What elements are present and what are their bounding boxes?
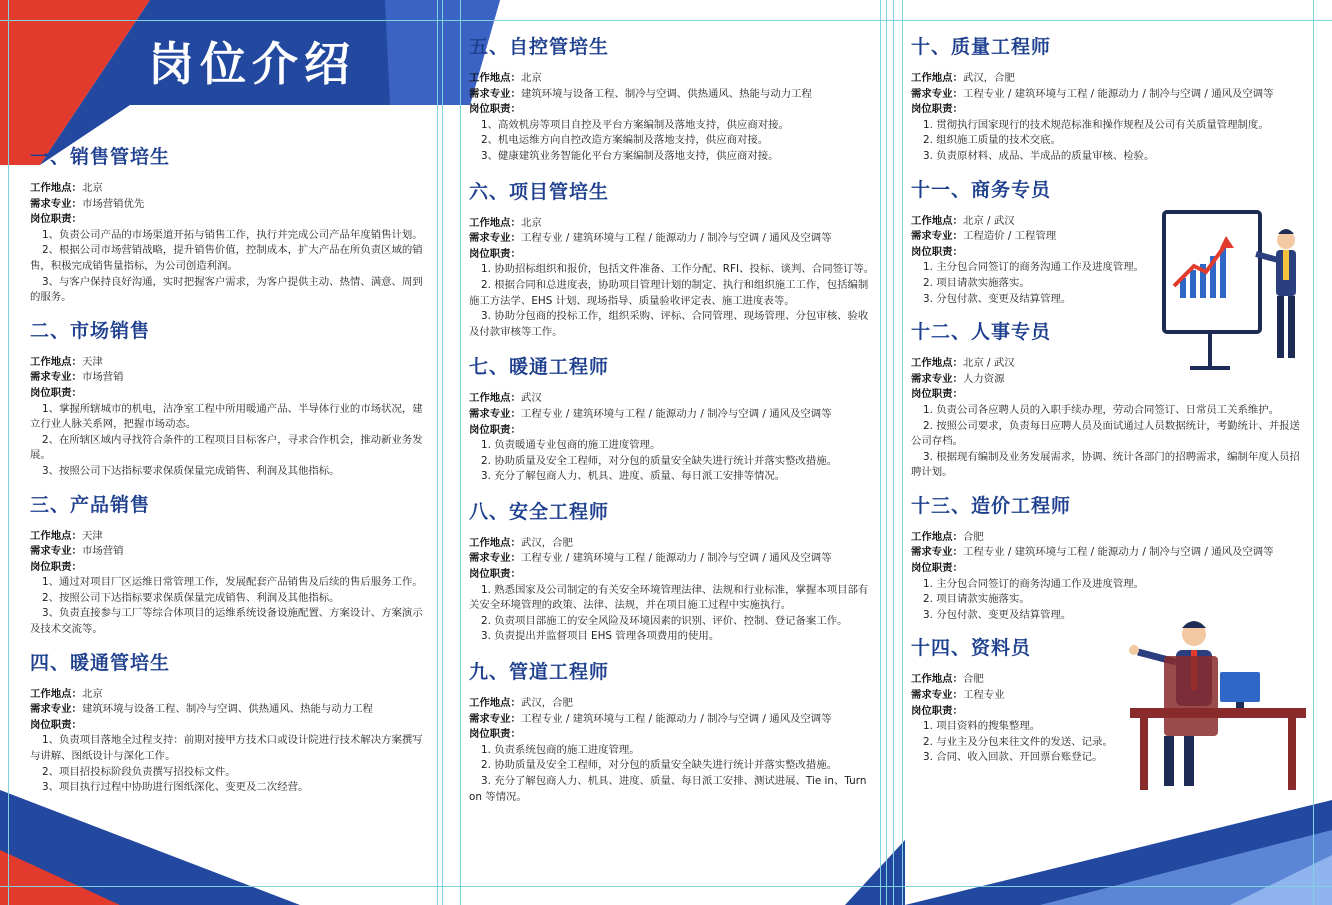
location-label: 工作地点：: [911, 357, 963, 370]
duty-item: 1. 协助招标组织和报价，包括文件准备、工作分配、RFI、投标、谈判、合同签订等。: [481, 263, 875, 276]
duty-label: 岗位职责：: [30, 560, 82, 573]
major-value: 工程专业 / 建筑环境与工程 / 能源动力 / 制冷与空调 / 通风及空调等: [520, 552, 832, 565]
duty-item: 1、掌握所辖城市的机电，洁净室工程中所用暖通产品、半导体行业的市场状况，建立行业人脉关系网，把握市场动态。: [30, 402, 423, 431]
location-label: 工作地点：: [911, 72, 963, 84]
duty-item: 2. 组织施工质量的技术交底。: [923, 134, 1061, 147]
major-label: 需求专业：: [469, 87, 521, 100]
duty-item: 2、项目招投标阶段负责撰写招投标文件。: [42, 765, 236, 778]
major-value: 工程专业 / 建筑环境与工程 / 能源动力 / 制冷与空调 / 通风及空调等: [962, 87, 1274, 100]
duty-item: 1. 负责公司各应聘人员的入职手续办理，劳动合同签订、日常员工关系维护。: [923, 403, 1280, 416]
corner-blue-mid: [845, 840, 905, 905]
location-value: 北京: [81, 687, 103, 700]
major-value: 建筑环境与设备工程、制冷与空调、供热通风、热能与动力工程: [81, 703, 373, 716]
job-title: 九、管道工程师: [469, 661, 610, 684]
guide-line: [1313, 0, 1314, 905]
duty-item: 1、通过对项目厂区运维日常管理工作，发展配套产品销售及后续的售后服务工作。: [42, 576, 423, 589]
major-label: 需求专业：: [911, 87, 963, 100]
location-value: 北京: [520, 216, 542, 229]
duty-item: 2. 负责项目部施工的安全风险及环境因素的识别、评价、控制、登记备案工作。: [481, 614, 848, 627]
duty-item: 3. 充分了解包商人力、机具、进度、质量、每日派工安排、测试进展、Tie in、Turn on 等情况。: [469, 775, 867, 803]
duty-label: 岗位职责：: [469, 728, 521, 741]
job-section: [469, 657, 875, 805]
guide-line: [437, 0, 438, 905]
guide-line: [460, 0, 461, 905]
guide-line-horizontal: [0, 886, 1332, 887]
job-title: 二、市场销售: [30, 319, 151, 342]
duty-item: 2. 与业主及分包来往文件的发送、记录。: [923, 735, 1113, 748]
job-section: [469, 32, 875, 165]
location-label: 工作地点：: [469, 392, 521, 405]
duty-item: 3、按照公司下达指标要求保质保量完成销售、利润及其他指标。: [42, 464, 340, 477]
job-section: [30, 648, 432, 796]
duty-item: 2. 项目请款实施落实。: [923, 593, 1030, 606]
major-label: 需求专业：: [30, 545, 82, 558]
major-value: 市场营销优先: [81, 197, 145, 210]
major-label: 需求专业：: [30, 197, 82, 210]
location-label: 工作地点：: [911, 530, 963, 543]
duty-label: 岗位职责：: [911, 388, 963, 401]
job-section: [469, 177, 875, 341]
duty-item: 3. 充分了解包商人力、机具、进度、质量、每日派工安排等情况。: [481, 470, 786, 483]
job-title: 五、自控管培生: [469, 36, 610, 58]
location-label: 工作地点：: [30, 355, 82, 368]
major-value: 市场营销: [81, 371, 124, 384]
job-section: [911, 175, 1161, 308]
location-value: 合肥: [962, 673, 984, 686]
column-right: [911, 32, 1307, 774]
duty-item: 3、健康建筑业务智能化平台方案编制及落地支持，供应商对接。: [481, 149, 779, 162]
job-section: [30, 142, 432, 306]
duty-item: 3. 负责原材料、成品、半成品的质量审核、检验。: [923, 149, 1155, 162]
major-label: 需求专业：: [30, 371, 82, 384]
job-section: [30, 316, 432, 480]
location-value: 北京: [520, 72, 542, 84]
duty-item: 1. 项目资料的搜集整理。: [923, 720, 1041, 733]
major-value: 工程造价 / 工程管理: [962, 230, 1057, 243]
job-title: 十四、资料员: [911, 637, 1032, 660]
guide-line: [880, 0, 881, 905]
duty-label: 岗位职责：: [30, 213, 82, 226]
major-label: 需求专业：: [469, 232, 521, 245]
major-label: 需求专业：: [911, 546, 963, 559]
duty-item: 2、机电运维方向自控改造方案编制及落地支持，供应商对接。: [481, 134, 769, 147]
guide-line: [886, 0, 887, 905]
job-section: [911, 491, 1307, 624]
duty-item: 3. 协助分包商的投标工作，组织采购、评标、合同管理、现场管理、分包审核、验收及付款审核等工作。: [469, 310, 869, 338]
guide-line-horizontal: [0, 20, 1332, 21]
duty-label: 岗位职责：: [469, 103, 521, 116]
duty-item: 3、项目执行过程中协助进行图纸深化、变更及二次经营。: [42, 781, 309, 794]
job-title: 三、产品销售: [30, 493, 151, 516]
duty-item: 2、根据公司市场营销战略，提升销售价值，控制成本，扩大产品在所负责区域的销售，积极完成销售量指标，为公司创造利润。: [30, 244, 423, 272]
job-title: 十二、人事专员: [911, 321, 1052, 344]
major-value: 工程专业 / 建筑环境与工程 / 能源动力 / 制冷与空调 / 通风及空调等: [962, 546, 1274, 559]
duty-label: 岗位职责：: [30, 718, 82, 731]
major-value: 工程专业 / 建筑环境与工程 / 能源动力 / 制冷与空调 / 通风及空调等: [520, 407, 832, 420]
duty-label: 岗位职责：: [469, 568, 521, 581]
location-value: 武汉，合肥: [962, 72, 1015, 84]
duty-item: 2、在所辖区域内寻找符合条件的工程项目目标客户，寻求合作机会，推动新业务发展。: [30, 433, 423, 462]
duty-label: 岗位职责：: [911, 704, 963, 717]
location-label: 工作地点：: [469, 216, 521, 229]
location-value: 武汉，合肥: [520, 697, 573, 710]
major-value: 市场营销: [81, 545, 124, 558]
guide-line: [442, 0, 443, 905]
major-label: 需求专业：: [469, 552, 521, 565]
duty-item: 3、负责直接参与工厂等综合体项目的运维系统设备设施配置、方案设计、方案演示及技术交流等。: [30, 607, 423, 636]
duty-label: 岗位职责：: [30, 386, 82, 399]
column-left: [30, 142, 432, 804]
location-label: 工作地点：: [911, 673, 963, 686]
job-title: 十三、造价工程师: [911, 494, 1072, 517]
duty-item: 2. 项目请款实施落实。: [923, 276, 1030, 289]
location-label: 工作地点：: [30, 182, 82, 194]
duty-label: 岗位职责：: [911, 562, 963, 575]
duty-item: 1、负责项目落地全过程支持：前期对接甲方技术口或设计院进行技术解决方案撰写与讲解、图纸设计与深化工作。: [30, 734, 423, 763]
duty-item: 1. 主分包合同签订的商务沟通工作及进度管理。: [923, 577, 1145, 590]
location-value: 北京 / 武汉: [962, 214, 1015, 227]
duty-item: 1、负责公司产品的市场渠道开拓与销售工作，执行并完成公司产品年度销售计划。: [42, 228, 423, 241]
guide-line: [8, 0, 9, 905]
job-section: [469, 352, 875, 485]
page-title: 岗位介绍: [148, 37, 356, 91]
major-value: 建筑环境与设备工程、制冷与空调、供热通风、热能与动力工程: [520, 87, 812, 100]
job-section: [30, 490, 432, 638]
location-value: 北京 / 武汉: [962, 357, 1015, 370]
duty-label: 岗位职责：: [911, 245, 963, 258]
job-section: [469, 497, 875, 645]
duty-label: 岗位职责：: [469, 247, 521, 260]
duty-item: 1. 负责暖通专业包商的施工进度管理。: [481, 439, 661, 452]
duty-item: 3. 根据现有编制及业务发展需求，协调、统计各部门的招聘需求，编制年度人员招聘计划。: [911, 450, 1300, 479]
major-value: 工程专业 / 建筑环境与工程 / 能源动力 / 制冷与空调 / 通风及空调等: [520, 232, 832, 245]
major-label: 需求专业：: [469, 407, 521, 420]
guide-line: [902, 0, 903, 905]
major-value: 人力资源: [962, 372, 1005, 385]
duty-item: 3. 分包付款、变更及结算管理。: [923, 292, 1072, 305]
location-label: 工作地点：: [469, 72, 521, 84]
duty-item: 2. 协助质量及安全工程师，对分包的质量安全缺失进行统计并落实整改措施。: [481, 759, 838, 772]
job-section: [911, 317, 1307, 481]
location-value: 天津: [81, 355, 103, 368]
guide-line: [893, 0, 894, 905]
location-label: 工作地点：: [469, 697, 521, 710]
duty-item: 2. 协助质量及安全工程师，对分包的质量安全缺失进行统计并落实整改措施。: [481, 454, 838, 467]
duty-item: 3. 分包付款、变更及结算管理。: [923, 608, 1072, 621]
job-title: 十、质量工程师: [911, 36, 1052, 58]
column-middle: [469, 32, 875, 813]
job-title: 七、暖通工程师: [469, 356, 610, 379]
job-title: 一、销售管培生: [30, 146, 171, 168]
major-label: 需求专业：: [469, 712, 521, 725]
duty-item: 3. 负责提出并监督项目 EHS 管理各项费用的使用。: [481, 630, 720, 643]
job-title: 十一、商务专员: [911, 178, 1052, 201]
duty-item: 3. 合同、收入回款、开回票台账登记。: [923, 751, 1103, 764]
duty-item: 2. 按照公司要求，负责每日应聘人员及面试通过人员数据统计，考勤统计、并报送公司存档。: [911, 419, 1300, 448]
job-section: [911, 633, 1131, 766]
location-value: 天津: [81, 529, 103, 542]
duty-item: 1、高效机房等项目自控及平台方案编制及落地支持，供应商对接。: [481, 118, 789, 131]
duty-item: 2、按照公司下达指标要求保质保量完成销售、利润及其他指标。: [42, 591, 340, 604]
major-value: 工程专业: [962, 689, 1005, 702]
duty-item: 3、与客户保持良好沟通，实时把握客户需求，为客户提供主动、热情、满意、周到的服务。: [30, 275, 423, 304]
location-value: 合肥: [962, 530, 984, 543]
job-title: 八、安全工程师: [469, 500, 610, 523]
location-label: 工作地点：: [30, 529, 82, 542]
duty-item: 1. 负责系统包商的施工进度管理。: [481, 743, 640, 756]
duty-item: 2. 根据合同和总进度表，协助项目管理计划的制定、执行和组织施工工作，包括编制施工方法学、EHS 计划、现场指导、质量验收评定表、施工进度表等。: [469, 278, 869, 307]
duty-item: 1. 主分包合同签订的商务沟通工作及进度管理。: [923, 261, 1145, 274]
location-value: 武汉: [520, 392, 542, 405]
major-value: 工程专业 / 建筑环境与工程 / 能源动力 / 制冷与空调 / 通风及空调等: [520, 712, 832, 725]
location-label: 工作地点：: [30, 687, 82, 700]
duty-item: 1. 贯彻执行国家现行的技术规范标准和操作规程及公司有关质量管理制度。: [923, 118, 1269, 131]
location-label: 工作地点：: [469, 536, 521, 549]
major-label: 需求专业：: [30, 703, 82, 716]
job-title: 四、暖通管培生: [30, 651, 171, 674]
major-label: 需求专业：: [911, 372, 963, 385]
job-title: 六、项目管培生: [469, 180, 610, 203]
duty-label: 岗位职责：: [469, 423, 521, 436]
job-section: [911, 32, 1307, 165]
duty-item: 1. 熟悉国家及公司制定的有关安全环境管理法律、法规和行业标准，掌握本项目部有关安全环境管理的政策、法律、法规，并在项目施工过程中实施执行。: [469, 583, 869, 612]
location-value: 北京: [81, 182, 103, 194]
duty-label: 岗位职责：: [911, 103, 963, 116]
major-label: 需求专业：: [911, 689, 963, 702]
major-label: 需求专业：: [911, 230, 963, 243]
location-label: 工作地点：: [911, 214, 963, 227]
location-value: 武汉，合肥: [520, 536, 573, 549]
